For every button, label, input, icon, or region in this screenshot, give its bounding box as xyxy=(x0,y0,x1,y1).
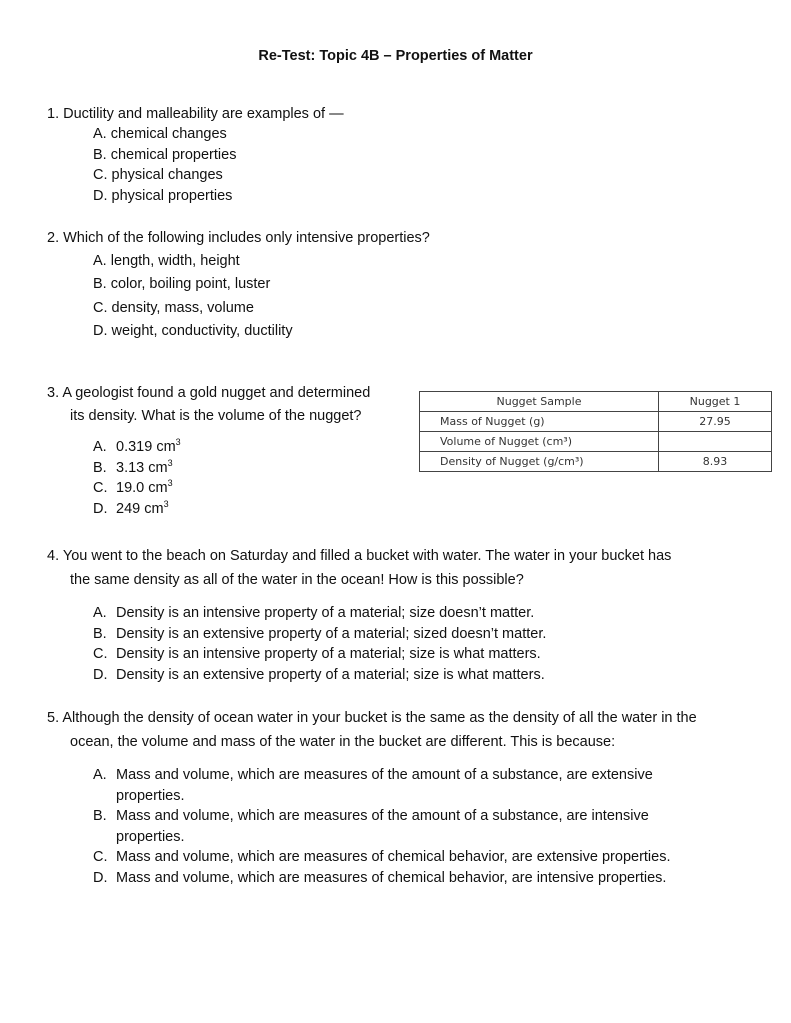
table-cell-volume-label: Volume of Nugget (cm³) xyxy=(420,432,659,452)
table-row xyxy=(420,452,772,472)
question-3-text-line1: 3. A geologist found a gold nugget and determined xyxy=(47,385,371,401)
q2-option-b[interactable]: B. color, boiling point, luster xyxy=(93,276,271,293)
q4-option-d-text: Density is an extensive property of a material; size is what matters. xyxy=(116,666,545,683)
q4-option-a-text: Density is an intensive property of a material; size doesn’t matter. xyxy=(116,605,535,621)
q5-option-b[interactable] xyxy=(93,806,703,847)
q1-option-d[interactable]: D. physical properties xyxy=(93,188,233,205)
q4-option-c-text: Density is an intensive property of a material; size is what matters. xyxy=(116,646,541,662)
q3-option-d-value: 249 cm xyxy=(116,500,164,517)
q5-option-c[interactable] xyxy=(93,847,703,868)
question-1-options xyxy=(93,124,344,207)
question-3-text-line2: its density. What is the volume of the nugget? xyxy=(70,408,362,424)
q5-option-d-text: Mass and volume, which are measures of chemical behavior, are intensive properties. xyxy=(116,869,667,886)
q3-option-c[interactable] xyxy=(93,478,370,499)
q2-option-c[interactable]: C. density, mass, volume xyxy=(93,299,254,316)
q5-option-b-text: Mass and volume, which are measures of the amount of a substance, are intensive properties. xyxy=(116,808,649,845)
question-4-text-line2: the same density as all of the water in the ocean! How is this possible? xyxy=(70,572,524,588)
q3-option-a-exp: 3 xyxy=(175,437,181,447)
q3-option-d-exp: 3 xyxy=(163,498,169,509)
q4-option-a[interactable] xyxy=(93,603,671,624)
table-cell-mass-label: Mass of Nugget (g) xyxy=(420,412,659,432)
q3-option-b[interactable] xyxy=(93,458,370,479)
table-header-nugget: Nugget 1 xyxy=(659,392,772,412)
q4-option-b-text: Density is an extensive property of a material; sized doesn’t matter. xyxy=(116,625,547,642)
q3-option-d-letter: D. xyxy=(93,500,108,517)
q5-option-a-text: Mass and volume, which are measures of the amount of a substance, are extensive properties. xyxy=(116,767,653,804)
question-2 xyxy=(47,228,430,343)
q3-option-a-letter: A. xyxy=(93,439,107,455)
table-cell-density-label: Density of Nugget (g/cm³) xyxy=(420,452,659,472)
q3-option-b-exp: 3 xyxy=(167,457,173,468)
q2-option-d[interactable]: D. weight, conductivity, ductility xyxy=(93,322,293,339)
question-2-text: 2. Which of the following includes only intensive properties? xyxy=(47,230,430,246)
question-4-options xyxy=(93,603,671,685)
table-row xyxy=(420,412,772,432)
q4-option-c-letter: C. xyxy=(93,646,108,662)
q3-option-c-exp: 3 xyxy=(167,478,173,488)
question-1-text: 1. Ductility and malleability are examples of — xyxy=(47,106,344,122)
table-header-row xyxy=(420,392,772,412)
q5-option-b-letter: B. xyxy=(93,808,107,824)
q4-option-b[interactable] xyxy=(93,624,671,645)
q5-option-d[interactable] xyxy=(93,868,703,889)
q3-option-b-letter: B. xyxy=(93,459,107,476)
q4-option-b-letter: B. xyxy=(93,625,107,642)
q5-option-a-letter: A. xyxy=(93,767,107,783)
q5-option-d-letter: D. xyxy=(93,869,108,886)
q3-option-a-value: 0.319 cm xyxy=(116,439,176,455)
question-5-options xyxy=(93,765,703,888)
question-4 xyxy=(47,544,671,685)
q3-option-b-value: 3.13 cm xyxy=(116,459,168,476)
q3-option-a[interactable] xyxy=(93,437,370,458)
q5-option-a[interactable] xyxy=(93,765,703,806)
question-5-text-line1: 5. Although the density of ocean water in your bucket is the same as the density of all the water in the xyxy=(47,710,697,726)
q1-option-b[interactable]: B. chemical properties xyxy=(93,146,237,163)
question-3-options xyxy=(93,437,370,519)
question-2-options xyxy=(93,250,430,343)
q5-option-c-text: Mass and volume, which are measures of chemical behavior, are extensive properties. xyxy=(116,849,671,865)
table-header-sample: Nugget Sample xyxy=(420,392,659,412)
q1-option-c[interactable]: C. physical changes xyxy=(93,167,223,184)
nugget-data-table xyxy=(419,391,772,472)
q5-option-c-letter: C. xyxy=(93,849,108,865)
q2-option-a[interactable]: A. length, width, height xyxy=(93,253,240,269)
q3-option-c-letter: C. xyxy=(93,480,108,496)
q4-option-d-letter: D. xyxy=(93,666,108,683)
question-4-text-line1: 4. You went to the beach on Saturday and filled a bucket with water. The water in your bucket has xyxy=(47,548,672,564)
q4-option-a-letter: A. xyxy=(93,605,107,621)
q4-option-c[interactable] xyxy=(93,644,671,665)
q3-option-c-value: 19.0 cm xyxy=(116,480,168,496)
question-5-text-line2: ocean, the volume and mass of the water in the bucket are different. This is because: xyxy=(70,734,616,750)
table-cell-mass-value: 27.95 xyxy=(659,412,772,432)
question-3 xyxy=(47,382,370,519)
table-cell-volume-value xyxy=(659,432,772,452)
q1-option-a[interactable]: A. chemical changes xyxy=(93,126,227,142)
q3-option-d[interactable] xyxy=(93,499,370,520)
question-1 xyxy=(47,104,344,207)
table-row xyxy=(420,432,772,452)
table-cell-density-value: 8.93 xyxy=(659,452,772,472)
question-5 xyxy=(47,706,752,888)
page-title: Re-Test: Topic 4B – Properties of Matter xyxy=(258,48,533,64)
q4-option-d[interactable] xyxy=(93,665,671,686)
